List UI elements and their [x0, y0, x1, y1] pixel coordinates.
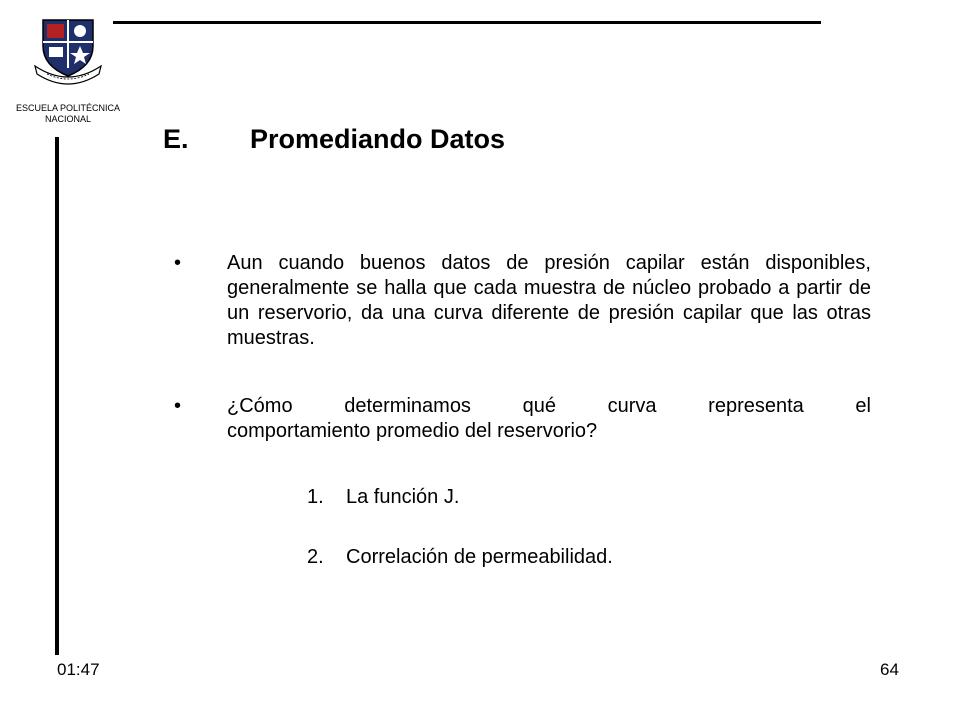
numbered-item-text: La función J.	[346, 486, 460, 508]
bullet-item	[174, 394, 871, 444]
bullet-text	[227, 394, 871, 444]
numbered-item-text: Correlación de permeabilidad.	[346, 546, 613, 568]
numbered-item-number: 1.	[307, 486, 324, 508]
bullet-text-line1: ¿Cómo determinamos qué curva representa el	[227, 395, 871, 417]
organization-name-line1: ESCUELA POLITÉCNICA	[15, 103, 121, 113]
numbered-item	[307, 545, 613, 570]
bullet-marker: •	[174, 252, 182, 274]
section-title: Promediando Datos	[250, 124, 506, 154]
section-letter: E.	[163, 124, 189, 154]
footer-time: 01:47	[57, 660, 100, 679]
page-number: 64	[880, 660, 899, 679]
numbered-item	[307, 485, 459, 510]
bullet-item	[174, 251, 871, 351]
numbered-item-number: 2.	[307, 546, 324, 568]
university-crest-icon	[33, 16, 103, 86]
organization-name-line2: NACIONAL	[44, 114, 91, 124]
bullet-text-line2: comportamiento promedio del reservorio?	[227, 420, 598, 442]
side-divider	[55, 137, 59, 655]
top-divider	[113, 21, 821, 24]
bullet-marker: •	[174, 395, 182, 417]
bullet-text: Aun cuando buenos datos de presión capilar están disponibles, generalmente se halla que cada muestra de núcleo probado a partir de un reservorio, da una curva diferente de presión capilar que las otras muestras.	[227, 252, 871, 349]
organization-name	[0, 103, 136, 125]
